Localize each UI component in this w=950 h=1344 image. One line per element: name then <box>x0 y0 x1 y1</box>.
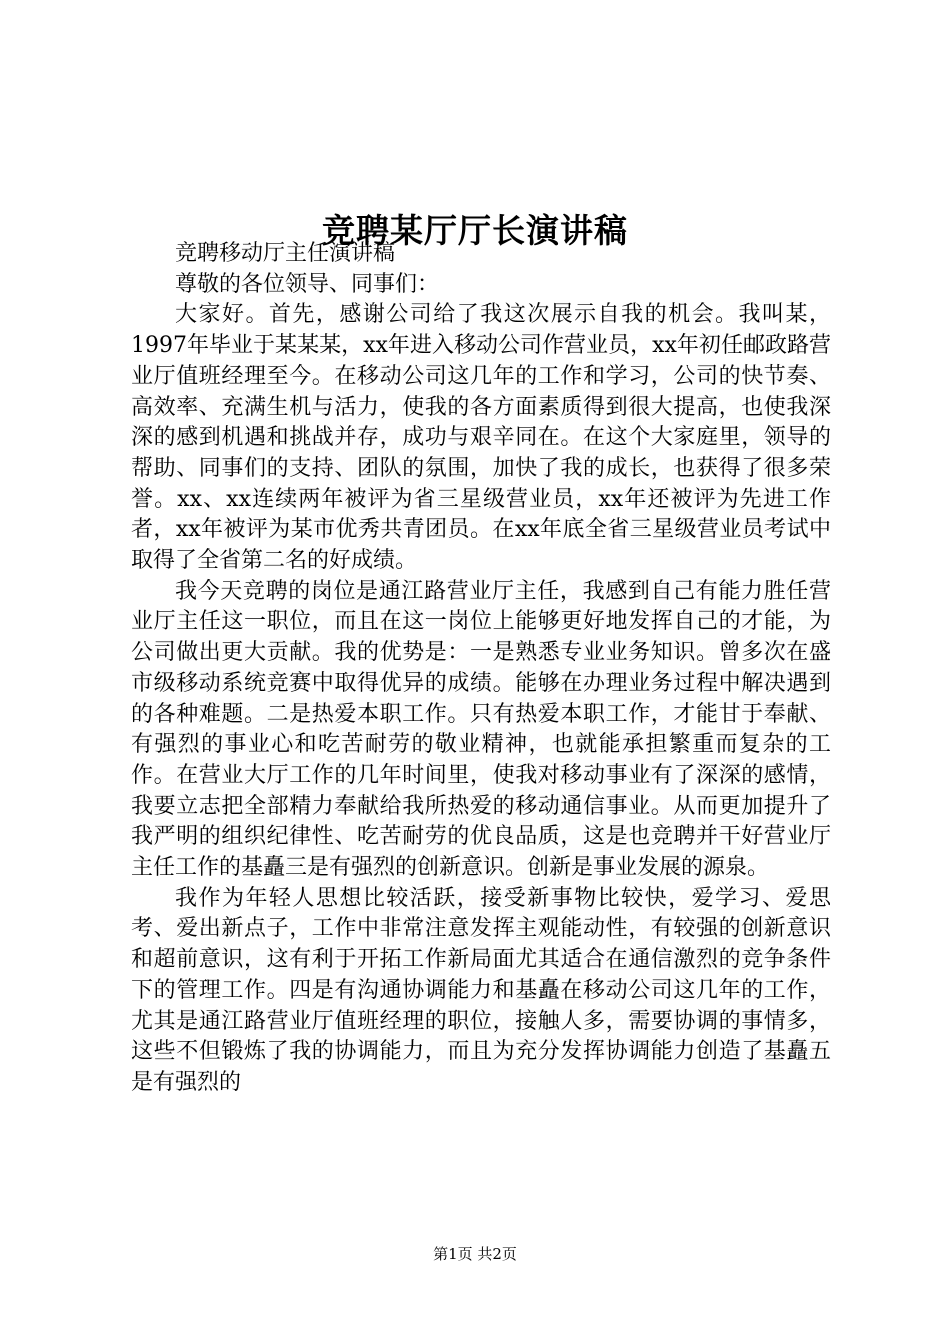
paragraph-advantages: 我今天竞聘的岗位是通江路营业厅主任，我感到自己有能力胜任营业厅主任这一职位，而且在这一岗位上能够更好地发挥自己的才能，为公司做出更大贡献。我的优势是：一是熟悉专业业务知识。曾多次在盛市级移动系统竞赛中取得优异的成绩。能够在办理业务过程中解决遇到的各种难题。二是热爱本职工作。只有热爱本职工作，才能甘于奉献、有强烈的事业心和吃苦耐劳的敬业精神，也就能承担繁重而复杂的工作。在营业大厅工作的几年时间里，使我对移动事业有了深深的感情，我要立志把全部精力奉献给我所热爱的移动通信事业。从而更加提升了我严明的组织纪律性、吃苦耐劳的优良品质，这是也竞聘并干好营业厅主任工作的基矗三是有强烈的创新意识。创新是事业发展的源泉。 <box>131 578 831 881</box>
document-body <box>131 239 831 1099</box>
paragraph-introduction: 大家好。首先，感谢公司给了我这次展示自我的机会。我叫某，1997年毕业于某某某，xx年进入移动公司作营业员，xx年初任邮政路营业厅值班经理至今。在移动公司这几年的工作和学习，公司的快节奏、高效率、充满生机与活力，使我的各方面素质得到很大提高，也使我深深的感到机遇和挑战并存，成功与艰辛同在。在这个大家庭里，领导的帮助、同事们的支持、团队的氛围，加快了我的成长，也获得了很多荣誉。xx、xx连续两年被评为省三星级营业员，xx年还被评为先进工作者，xx年被评为某市优秀共青团员。在xx年底全省三星级营业员考试中取得了全省第二名的好成绩。 <box>131 302 831 574</box>
document-title: 竞聘某厅厅长演讲稿 <box>322 211 628 251</box>
paragraph-innovation: 我作为年轻人思想比较活跃，接受新事物比较快，爱学习、爱思考、爱出新点子，工作中非常注意发挥主观能动性，有较强的创新意识和超前意识，这有利于开拓工作新局面尤其适合在通信激烈的竞争条件下的管理工作。四是有沟通协调能力和基矗在移动公司这几年的工作，尤其是通江路营业厅值班经理的职位，接触人多，需要协调的事情多，这些不但锻炼了我的协调能力，而且为充分发挥协调能力创造了基矗五是有强烈的 <box>131 885 831 1095</box>
page-footer: 第1页 共2页 <box>433 1245 517 1263</box>
paragraph-subtitle: 竞聘移动厅主任演讲稿 <box>175 241 396 266</box>
paragraph-salutation: 尊敬的各位领导、同事们： <box>175 271 440 297</box>
